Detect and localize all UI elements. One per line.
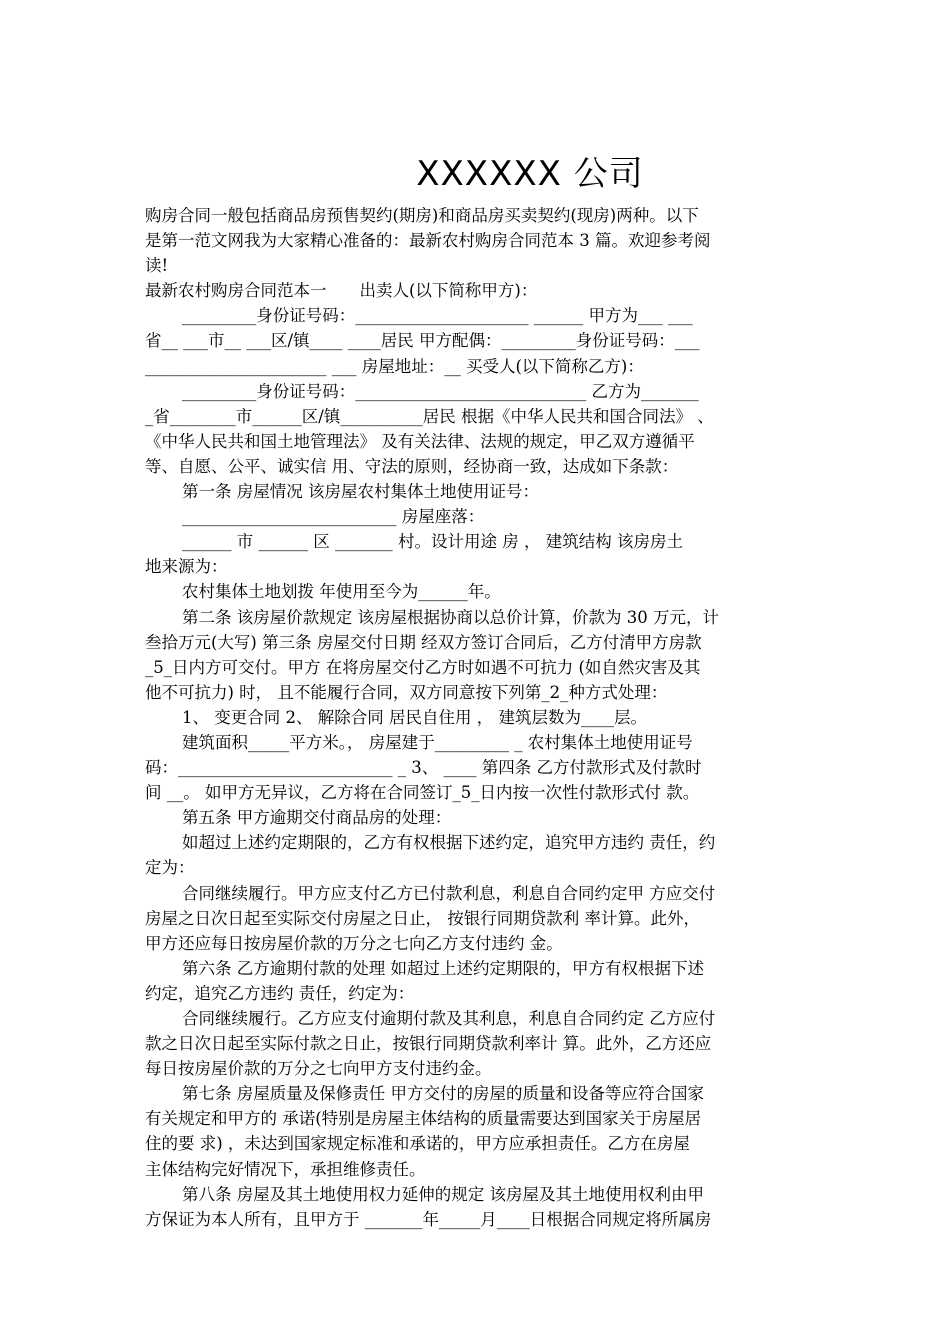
document-line: 有关规定和甲方的 承诺(特别是房屋主体结构的质量需要达到国家关于房屋居 [145, 1109, 702, 1129]
document-line: 款之日次日起至实际付款之日止，按银行同期贷款利率计 算。此外，乙方还应 [145, 1034, 712, 1054]
document-line: 第五条 甲方逾期交付商品房的处理： [182, 808, 452, 828]
document-body [145, 203, 815, 1232]
document-line: 房屋之日次日起至实际交付房屋之日止， 按银行同期贷款利 率计算。此外， [145, 908, 700, 928]
document-line: 定为： [145, 858, 195, 878]
document-line: 农村集体土地划拨 年使用至今为______年。 [182, 582, 501, 602]
document-line: __________________________ 房屋座落： [182, 507, 485, 527]
document-line: 地来源为： [145, 557, 228, 577]
document-line: 每日按房屋价款的万分之七向甲方支付违约金。 [145, 1059, 492, 1079]
document-line: ______ 市 ______ 区 _______ 村。设计用途 房 ， 建筑结构 该房房土 [182, 532, 683, 552]
document-line: 他不可抗力) 时， 且不能履行合同，双方同意按下列第_2_种方式处理： [145, 682, 668, 702]
document-line: 最新农村购房合同范本一 出卖人(以下简称甲方)： [145, 281, 538, 301]
document-line: 第六条 乙方逾期付款的处理 如超过上述约定期限的，甲方有权根据下述 [182, 958, 704, 978]
document-line: 甲方还应每日按房屋价款的万分之七向乙方支付违约 金。 [145, 933, 563, 953]
document-line: 1、 变更合同 2、 解除合同 居民自住用 ， 建筑层数为____层。 [182, 707, 647, 727]
document-line: _________身份证号码：_____________________ ______ 甲方为___ ___ [182, 306, 693, 326]
document-line: 读! [145, 256, 169, 276]
document-line: 叁拾万元(大写) 第三条 房屋交付日期 经双方签订合同后，乙方付清甲方房款 [145, 632, 702, 652]
document-line: 第八条 房屋及其土地使用权力延伸的规定 该房屋及其土地使用权利由甲 [182, 1184, 704, 1204]
document-line: _省________市______区/镇__________居民 根据《中华人民共和国合同法》 、 [145, 406, 714, 426]
document-line: _________身份证号码：____________________________ 乙方为_______ [182, 381, 699, 401]
document-line: 省__ ___市__ ___区/镇____ ____居民 甲方配偶：_________身份证号码：___ [145, 331, 700, 351]
document-line: 合同继续履行。乙方应支付逾期付款及其利息，利息自合同约定 乙方应付 [182, 1009, 716, 1028]
document-line: 第七条 房屋质量及保修责任 甲方交付的房屋的质量和设备等应符合国家 [182, 1084, 704, 1104]
document-line: 购房合同一般包括商品房预售契约(期房)和商品房买卖契约(现房)两种。以下 [145, 206, 699, 225]
document-line: _5_日内方可交付。甲方 在将房屋交付乙方时如遇不可抗力 (如自然灾害及其 [145, 657, 701, 677]
document-line: 约定，追究乙方违约 责任，约定为： [145, 983, 415, 1003]
document-line: 方保证为本人所有，且甲方于 _______年_____月____日根据合同规定将所属房 [145, 1209, 712, 1229]
document-line: 第二条 该房屋价款规定 该房屋根据协商以总价计算，价款为 30 万元，计 [182, 607, 719, 627]
document-line: ______________________ ___ 房屋地址：__ 买受人(以下简称乙方)： [145, 356, 644, 376]
document-line: 《中华人民共和国土地管理法》 及有关法律、法规的规定，甲乙双方遵循平 [145, 431, 695, 451]
document-line: 合同继续履行。甲方应支付乙方已付款利息，利息自合同约定甲 方应交付 [182, 883, 716, 903]
document-line: 建筑面积_____平方米。， 房屋建于_________ _ 农村集体土地使用证号 [182, 732, 693, 752]
document-line: 住的要 求) ，未达到国家规定标准和承诺的，甲方应承担责任。乙方在房屋 [145, 1134, 690, 1154]
document-line: 如超过上述约定期限的，乙方有权根据下述约定，追究甲方违约 责任，约 [182, 833, 716, 853]
document-line: 间 __。 如甲方无异议，乙方将在合同签订_5_日内按一次性付款形式付 款。 [145, 783, 700, 803]
document-line: 码：__________________________ _ 3、 ____ 第四条 乙方付款形式及付款时 [145, 758, 702, 778]
document-line: 是第一范文网我为大家精心准备的：最新农村购房合同范本 3 篇。欢迎参考阅 [145, 231, 711, 251]
document-line: 第一条 房屋情况 该房屋农村集体土地使用证号： [182, 482, 539, 502]
document-line: 主体结构完好情况下，承担维修责任。 [145, 1159, 426, 1179]
document-title: XXXXXX 公司 [416, 154, 644, 194]
document-line: 等、自愿、公平、诚实信 用、守法的原则，经协商一致，达成如下条款： [145, 456, 679, 476]
